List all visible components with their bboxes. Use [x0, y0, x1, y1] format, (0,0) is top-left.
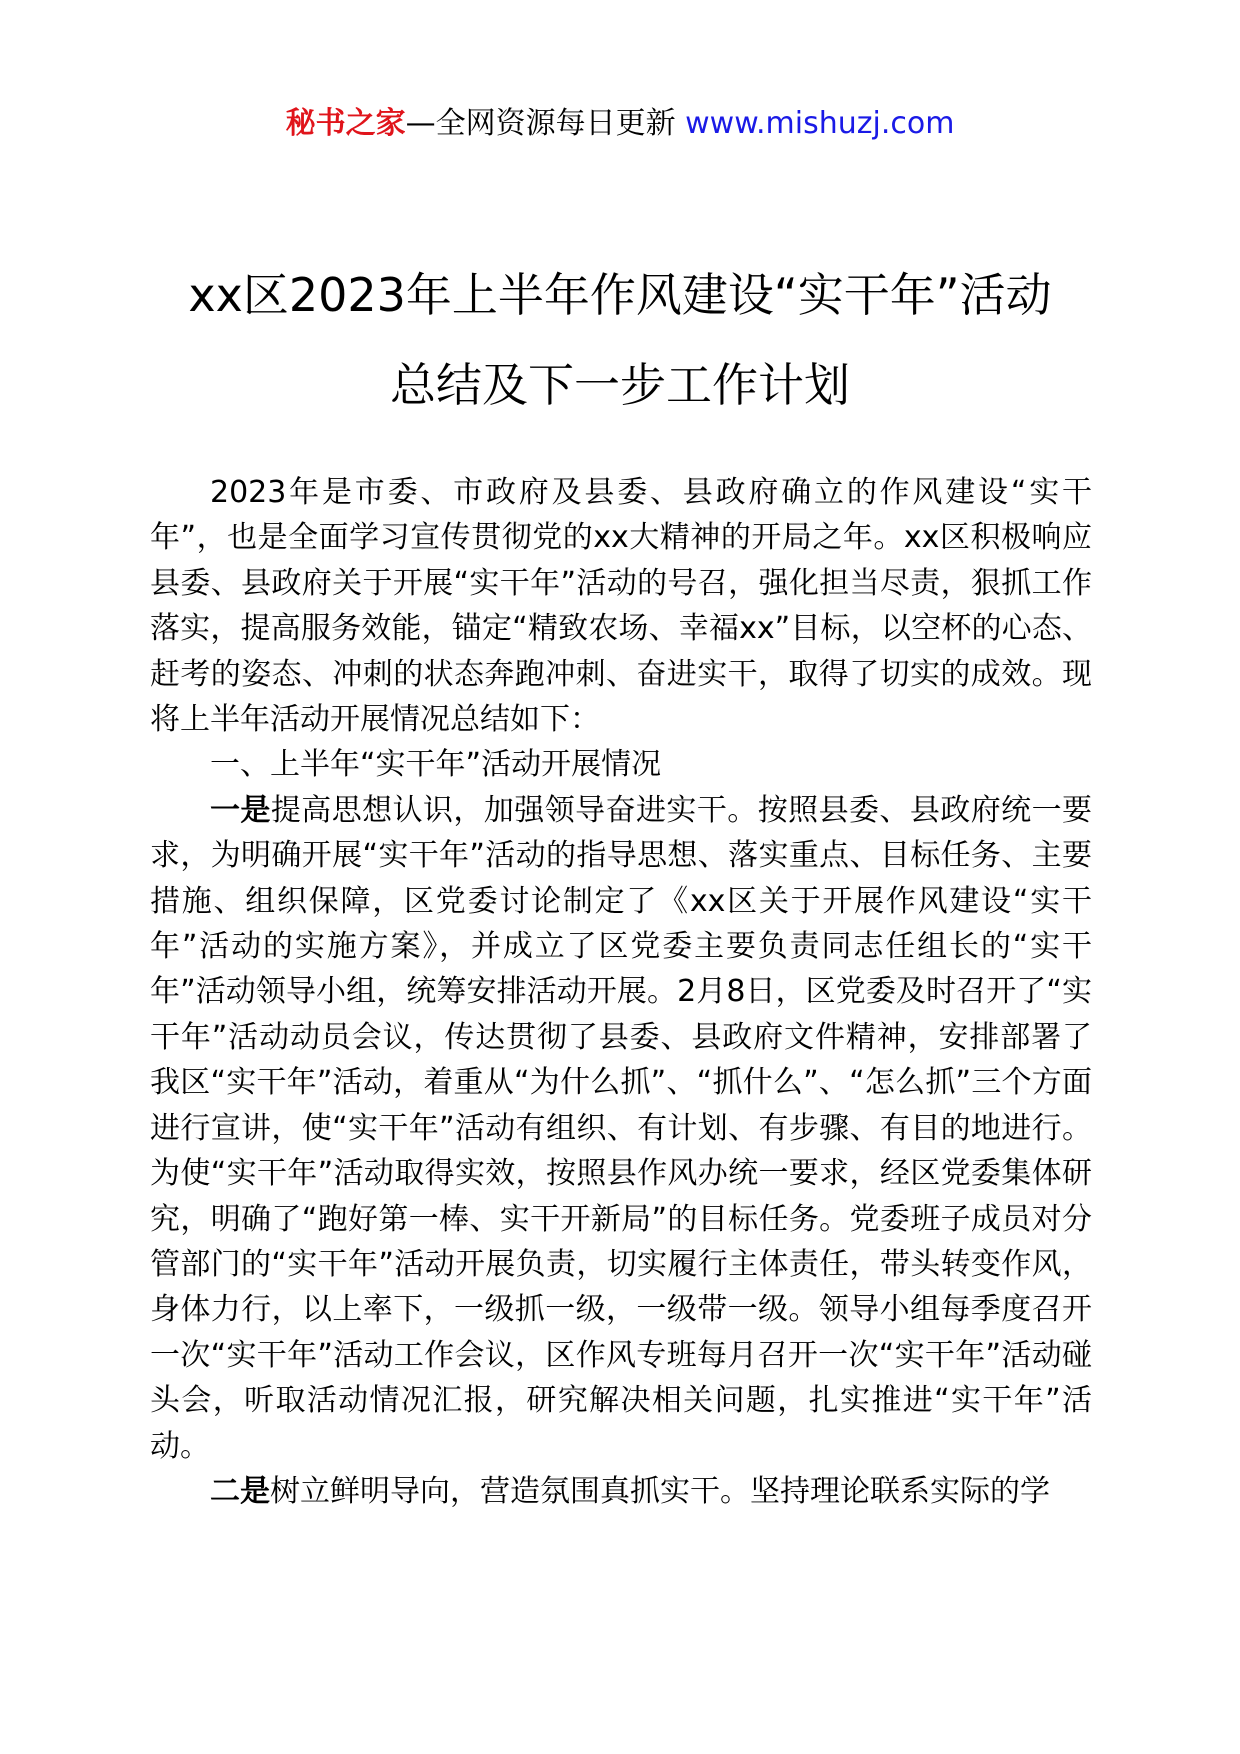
title-line-2: 总结及下一步工作计划 — [390, 358, 850, 412]
page-header — [0, 98, 1240, 150]
intro-paragraph: 2023年是市委、市政府及县委、县政府确立的作风建设“实干年”，也是全面学习宣传贯彻党的xx大精神的开局之年。xx区积极响应县委、县政府关于开展“实干年”活动的号召，强化担当尽责，狠抓工作落实，提高服务效能，锚定“精致农场、幸福xx”目标，以空杯的心态、赶考的姿态、冲刺的状态奔跑冲刺、奋进实干，取得了切实的成效。现将上半年活动开展情况总结如下： — [150, 475, 1092, 738]
point-1-text: 提高思想认识，加强领导奋进实干。按照县委、县政府统一要求，为明确开展“实干年”活动的指导思想、落实重点、目标任务、主要措施、组织保障，区党委讨论制定了《xx区关于开展作风建设“实干年”活动的实施方案》，并成立了区党委主要负责同志任组长的“实干年”活动领导小组，统筹安排活动开展。2月8日，区党委及时召开了“实干年”活动动员会议，传达贯彻了县委、县政府文件精神，安排部署了我区“实干年”活动，着重从“为什么抓”、“抓什么”、“怎么抓”三个方面进行宣讲，使“实干年”活动有组织、有计划、有步骤、有目的地进行。为使“实干年”活动取得实效，按照县作风办统一要求，经区党委集体研究，明确了“跑好第一棒、实干开新局”的目标任务。党委班子成员对分管部门的“实干年”活动开展负责，切实履行主体责任，带头转变作风，身体力行，以上率下，一级抓一级，一级带一级。领导小组每季度召开一次“实干年”活动工作会议，区作风专班每月召开一次“实干年”活动碰头会，听取活动情况汇报，研究解决相关问题，扎实推进“实干年”活动。 — [150, 792, 1093, 1464]
point-1-lead: 一是 — [210, 792, 271, 828]
title-line-1: xx区2023年上半年作风建设“实干年”活动 — [188, 268, 1052, 322]
point-2-lead: 二是 — [210, 1473, 270, 1509]
point-2-text: 树立鲜明导向，营造氛围真抓实干。坚持理论联系实际的学 — [270, 1473, 1050, 1509]
document-title — [100, 250, 1140, 430]
point-1-paragraph — [150, 788, 1092, 1469]
header-website-link[interactable]: www.mishuzj.com — [685, 106, 955, 141]
header-slogan: —全网资源每日更新 — [405, 106, 686, 141]
section-heading-1: 一、上半年“实干年”活动开展情况 — [210, 747, 662, 783]
brand-name: 秘书之家 — [285, 106, 406, 141]
point-2-paragraph — [150, 1469, 1092, 1514]
document-body — [150, 470, 1092, 1514]
